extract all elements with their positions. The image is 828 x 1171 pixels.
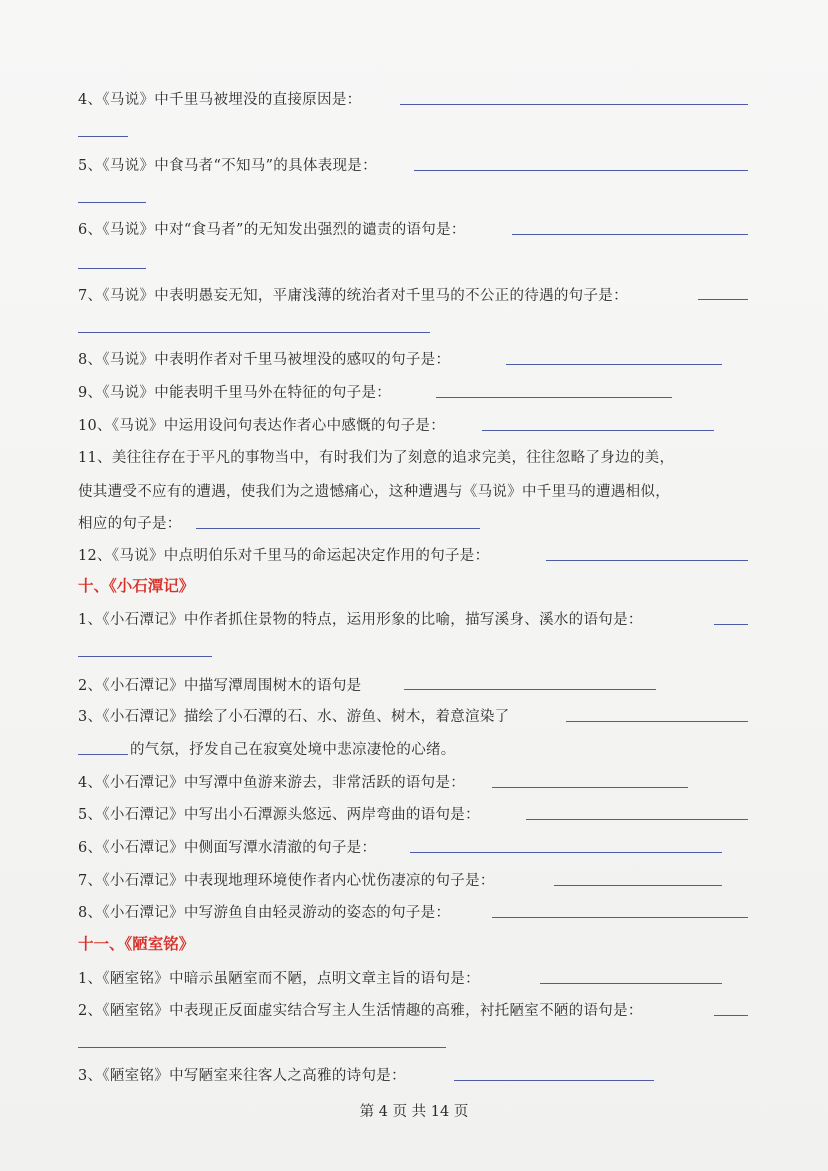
answer-blank[interactable] xyxy=(506,364,722,365)
page-number-footer: 第 4 页 共 14 页 xyxy=(359,1104,469,1120)
answer-blank[interactable] xyxy=(714,1015,748,1016)
question-8: 8、《马说》中表明作者对千里马被埋没的感叹的句子是： xyxy=(78,352,451,368)
question-10-7: 7、《小石潭记》中表现地理环境使作者内心忧伤凄凉的句子是： xyxy=(78,873,495,889)
answer-blank[interactable] xyxy=(410,852,722,853)
answer-blank[interactable] xyxy=(404,689,656,690)
question-6: 6、《马说》中对“食马者”的无知发出强烈的谴责的语句是： xyxy=(78,222,466,238)
answer-blank[interactable] xyxy=(554,885,722,886)
question-10-4: 4、《小石潭记》中写潭中鱼游来游去，非常活跃的语句是： xyxy=(78,775,466,791)
question-11-3: 3、《陋室铭》中写陋室来往客人之高雅的诗句是： xyxy=(78,1068,406,1084)
answer-blank[interactable] xyxy=(78,332,430,333)
answer-blank[interactable] xyxy=(78,754,128,755)
section-heading-loushiming: 十一、《陋室铭》 xyxy=(78,934,195,953)
question-10: 10、《马说》中运用设问句表达作者心中感慨的句子是： xyxy=(78,418,445,434)
question-10-3-line-1: 3、《小石潭记》描绘了小石潭的石、水、游鱼、树木，着意渲染了 xyxy=(78,709,510,725)
answer-blank[interactable] xyxy=(436,397,672,398)
answer-blank[interactable] xyxy=(492,787,688,788)
question-11-line-1: 11、美往往存在于平凡的事物当中，有时我们为了刻意的追求完美，往往忽略了身边的美， xyxy=(78,450,675,466)
answer-blank[interactable] xyxy=(566,721,748,722)
answer-blank[interactable] xyxy=(78,136,128,137)
question-10-1: 1、《小石潭记》中作者抓住景物的特点，运用形象的比喻，描写溪身、溪水的语句是： xyxy=(78,612,643,628)
answer-blank[interactable] xyxy=(196,528,480,529)
answer-blank[interactable] xyxy=(526,819,748,820)
section-heading-xiaoshitanji: 十、《小石潭记》 xyxy=(78,576,195,595)
answer-blank[interactable] xyxy=(78,656,212,657)
answer-blank[interactable] xyxy=(546,560,748,561)
question-10-3-line-2: 的气氛，抒发自己在寂寞处境中悲凉凄怆的心绪。 xyxy=(130,742,456,758)
answer-blank[interactable] xyxy=(78,268,146,269)
question-11-2: 2、《陋室铭》中表现正反面虚实结合写主人生活情趣的高雅，衬托陋室不陋的语句是： xyxy=(78,1003,643,1019)
question-5: 5、《马说》中食马者“不知马”的具体表现是： xyxy=(78,158,377,174)
answer-blank[interactable] xyxy=(414,170,748,171)
answer-blank[interactable] xyxy=(714,624,748,625)
question-11-line-2: 使其遭受不应有的遭遇，使我们为之遗憾痛心，这种遭遇与《马说》中千里马的遭遇相似， xyxy=(78,484,670,500)
question-10-2: 2、《小石潭记》中描写潭周围树木的语句是 xyxy=(78,678,362,694)
question-10-8: 8、《小石潭记》中写游鱼自由轻灵游动的姿态的句子是： xyxy=(78,905,451,921)
question-12: 12、《马说》中点明伯乐对千里马的命运起决定作用的句子是： xyxy=(78,548,490,564)
question-7: 7、《马说》中表明愚妄无知，平庸浅薄的统治者对千里马的不公正的待遇的句子是： xyxy=(78,288,628,304)
answer-blank[interactable] xyxy=(78,1047,446,1048)
answer-blank[interactable] xyxy=(512,234,748,235)
answer-blank[interactable] xyxy=(698,299,748,300)
question-4: 4、《马说》中千里马被埋没的直接原因是： xyxy=(78,92,362,108)
question-9: 9、《马说》中能表明千里马外在特征的句子是： xyxy=(78,385,392,401)
answer-blank[interactable] xyxy=(492,917,748,918)
answer-blank[interactable] xyxy=(482,430,714,431)
answer-blank[interactable] xyxy=(400,104,748,105)
answer-blank[interactable] xyxy=(78,202,146,203)
question-10-5: 5、《小石潭记》中写出小石潭源头悠远、两岸弯曲的语句是： xyxy=(78,807,480,823)
answer-blank[interactable] xyxy=(454,1080,654,1081)
question-11-1: 1、《陋室铭》中暗示虽陋室而不陋，点明文章主旨的语句是： xyxy=(78,971,480,987)
answer-blank[interactable] xyxy=(540,983,722,984)
question-11-line-3: 相应的句子是： xyxy=(78,516,182,532)
question-10-6: 6、《小石潭记》中侧面写潭水清澈的句子是： xyxy=(78,840,377,856)
